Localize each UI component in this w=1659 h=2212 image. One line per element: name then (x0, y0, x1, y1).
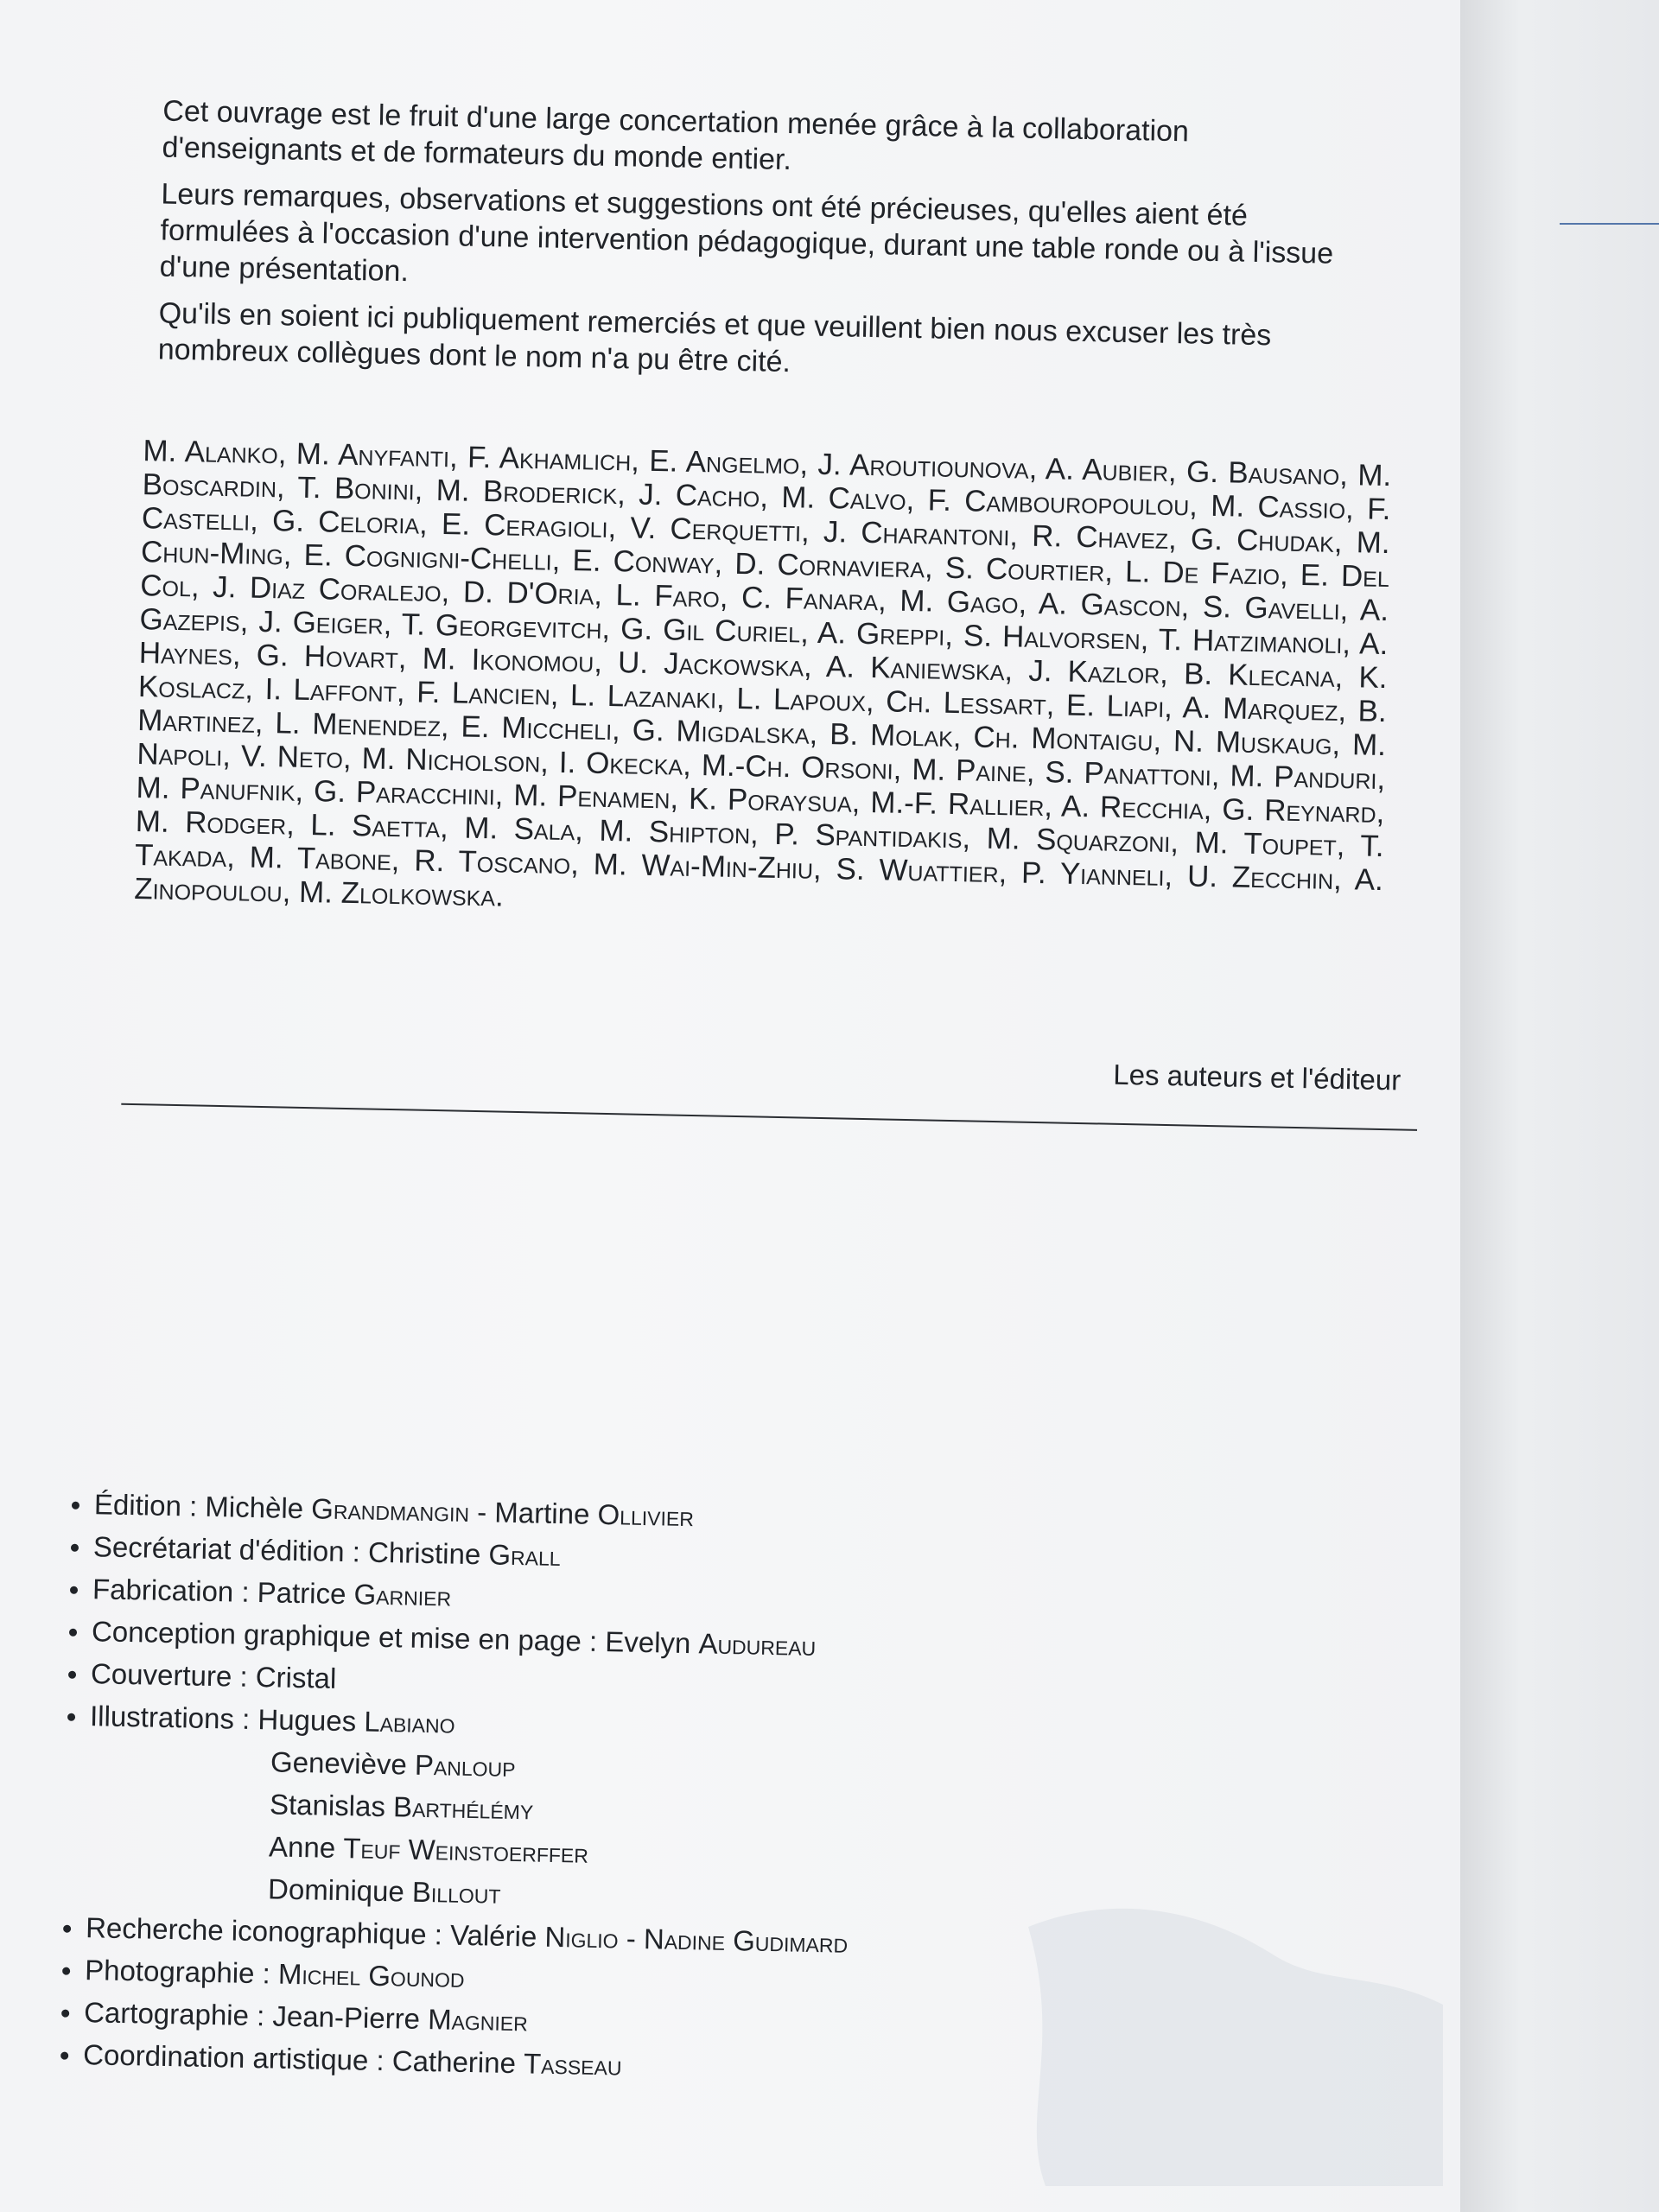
credit-edition: Édition : Michèle Grandmangin - Martine Ollivier (70, 1483, 1194, 1548)
edge-accent-line (1560, 223, 1659, 225)
illustrator-name: Stanislas Barthélémy (269, 1788, 534, 1826)
credit-coordination: Coordination artistique : Catherine Tasseau (59, 2033, 1183, 2098)
credit-fabrication: Fabrication : Patrice Garnier (68, 1567, 1192, 1632)
credit-photographie: Photographie : Michel Gounod (60, 1948, 1185, 2013)
illustrator-name: Anne Teuf Weinstoerffer (268, 1830, 589, 1869)
intro-paragraph-2: Leurs remarques, observations et suggestions ont été précieuses, qu'elles aient été formulées à l'occasion d'une intervention pédagogique, durant une table ronde ou à l'issue d'une présentation. (159, 177, 1334, 289)
divider-line (121, 1103, 1417, 1131)
acknowledgement-intro (157, 92, 1355, 402)
credit-secretariat: Secrétariat d'édition : Christine Grall (69, 1525, 1193, 1590)
contributors-list: M. Alanko, M. Anyfanti, F. Akhamlich, E. Angelmo, J. Aroutiounova, A. Aubier, G. Bausano, M. Boscardin, T. Bonini, M. Broderick, J. Cacho, M. Calvo, F. Cambouropoulou, M. Cassio, F. Castelli, G. Celoria, E. Ceragioli, V. Cerquetti, J. Charantoni, R. Chavez, G. Chudak, M. Chun-Ming, E. Cognigni-Chelli, E. Conway, D. Cornaviera, S. Courtier, L. De Fazio, E. Del Col, J. Diaz Coralejo, D. D'Oria, L. Faro, C. Fanara, M. Gago, A. Gascon, S. Gavelli, A. Gazepis, J. Geiger, T. Georgevitch, G. Gil Curiel, A. Greppi, S. Halvorsen, T. Hatzimanoli, A. Haynes, G. Hovart, M. Ikonomou, U. Jackowska, A. Kaniewska, J. Kazlor, B. Klecana, K. Koslacz, I. Laffont, F. Lancien, L. Lazanaki, L. Lapoux, Ch. Lessart, E. Liapi, A. Marquez, B. Martinez, L. Menendez, E. Miccheli, G. Migdalska, B. Molak, Ch. Montaigu, N. Muskaug, M. Napoli, V. Neto, M. Nicholson, I. Okecka, M.-Ch. Orsoni, M. Paine, S. Panattoni, M. Panduri, M. Panufnik, G. Paracchini, M. Penamen, K. Poraysua, M.-F. Rallier, A. Recchia, G. Reynard, M. Rodger, L. Saetta, M. Sala, M. Shipton, P. Spantidakis, M. Squarzoni, M. Toupet, T. Takada, M. Tabone, R. Toscano, M. Wai-Min-Zhiu, S. Wuattier, P. Yianneli, U. Zecchin, A. Zinopoulou, M. Zlolkowska. (133, 434, 1392, 913)
illustrator-name: Dominique Billout (267, 1872, 501, 1910)
intro-paragraph-1: Cet ouvrage est le fruit d'une large concertation menée grâce à la collaboration d'enseignants et de formateurs du monde entier. (162, 94, 1190, 177)
signature: Les auteurs et l'éditeur (1113, 1058, 1402, 1096)
credit-iconographie: Recherche iconographique : Valérie Niglio - Nadine Gudimard (61, 1906, 1185, 1971)
credit-cartographie: Cartographie : Jean-Pierre Magnier (60, 1991, 1184, 2056)
next-page-edge (1460, 0, 1659, 2212)
intro-paragraph-3: Qu'ils en soient ici publiquement remerciés et que veuillent bien nous excuser les très nombreux collègues dont le nom n'a pu être cité. (157, 296, 1272, 379)
credit-conception: Conception graphique et mise en page : Evelyn Audureau (67, 1610, 1192, 1675)
credit-illustrations: Illustrations : Hugues Labiano (66, 1694, 1190, 1759)
illustrator-name: Geneviève Panloup (270, 1745, 516, 1783)
credit-couverture: Couverture : Cristal (67, 1652, 1191, 1717)
credits-list (59, 1483, 1194, 2098)
